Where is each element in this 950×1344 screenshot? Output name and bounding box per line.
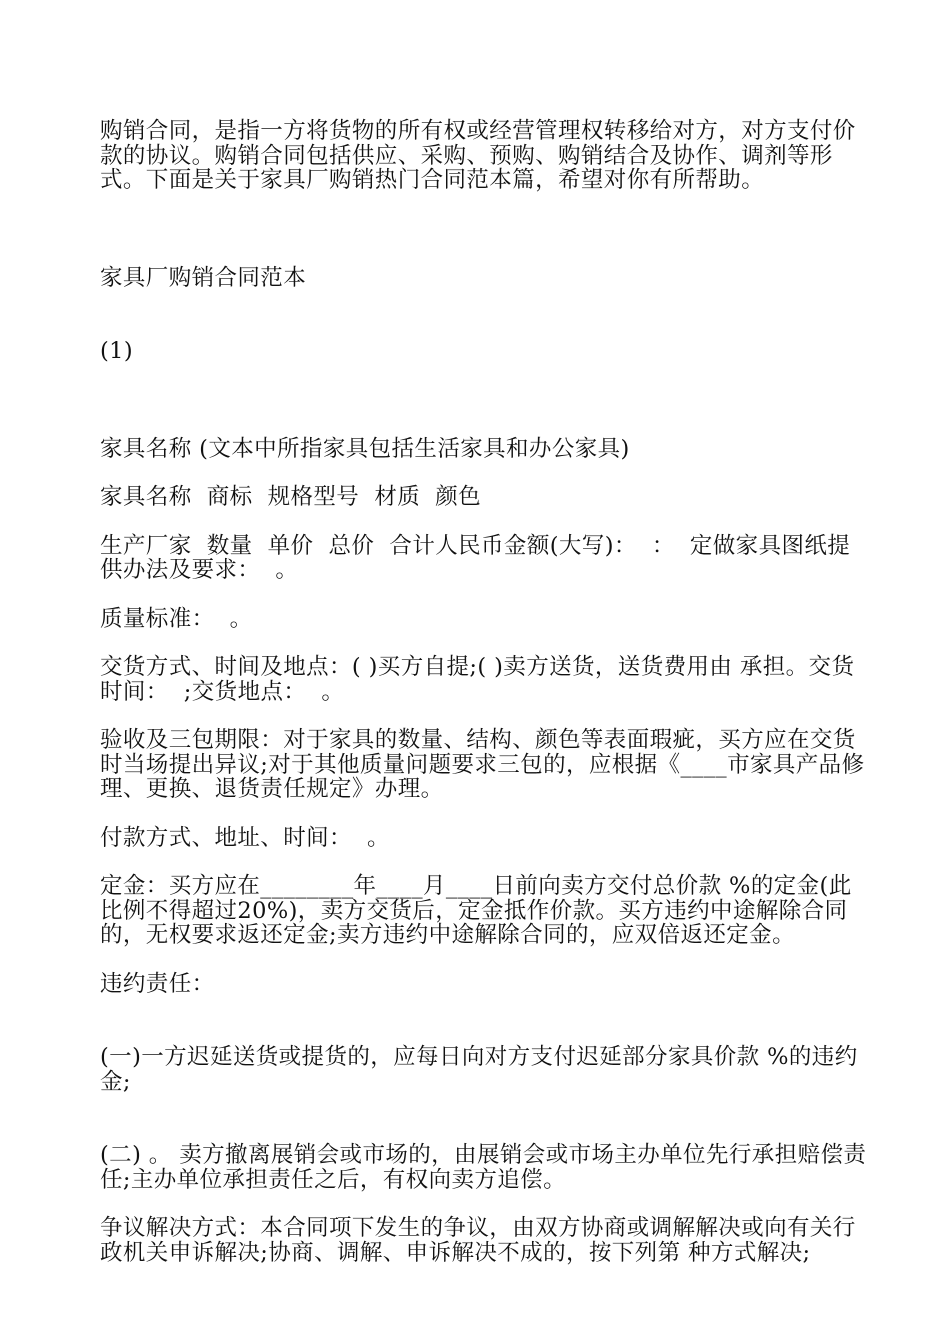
furniture-name-note: 家具名称 (文本中所指家具包括生活家具和办公家具) — [100, 435, 630, 462]
quality-standard: 质量标准： 。 — [100, 605, 253, 632]
contract-title-block — [100, 217, 870, 413]
liability-item-2: (二) 。 卖方撤离展销会或市场的，由展销会或市场主办单位先行承担赔偿责任;主办单位承担责任之后，有权向卖方追偿。 — [100, 1142, 867, 1193]
contract-document — [100, 119, 870, 1289]
dispute-resolution: 争议解决方式：本合同项下发生的争议，由双方协商或调解解决或向有关行政机关申诉解决;协商、调解、申诉解决不成的，按下列第 种方式解决; — [100, 1215, 856, 1266]
contract-title: 家具厂购销合同范本 — [100, 264, 307, 291]
inspection-terms: 验收及三包期限：对于家具的数量、结构、颜色等表面瑕疵，买方应在交货时当场提出异议;对于其他质量问题要求三包的，应根据《____市家具产品修理、更换、退货责任规定》办理。 — [100, 727, 865, 802]
contract-number: (1) — [100, 338, 134, 364]
liability-title: 违约责任： — [100, 970, 215, 997]
intro-paragraph: 购销合同，是指一方将货物的所有权或经营管理权转移给对方，对方支付价款的协议。购销合同包括供应、采购、预购、购销结合及协作、调剂等形式。下面是关于家具厂购销热门合同范本篇，希望对你有所帮助。 — [100, 118, 856, 193]
delivery-terms: 交货方式、时间及地点：( )买方自提;( )卖方送货，送货费用由 承担。交货时间： ;交货地点： 。 — [100, 654, 855, 705]
liability-item-1: (一)一方迟延送货或提货的，应每日向对方支付迟延部分家具价款 %的违约金; — [100, 1044, 858, 1095]
deposit-terms: 定金：买方应在________年____月____日前向卖方交付总价款 %的定金(此比例不得超过20%)，卖方交货后，定金抵作价款。买方违约中途解除合同的，无权要求返还定金;卖方违约中途解除合同的，应双倍返还定金。 — [100, 873, 852, 948]
furniture-columns-line: 家具名称 商标 规格型号 材质 颜色 — [100, 484, 482, 510]
payment-terms: 付款方式、地址、时间： 。 — [100, 824, 390, 851]
maker-line: 生产厂家 数量 单价 总价 合计人民币金额(大写)： ： 定做家具图纸提供办法及要求： 。 — [100, 532, 851, 583]
